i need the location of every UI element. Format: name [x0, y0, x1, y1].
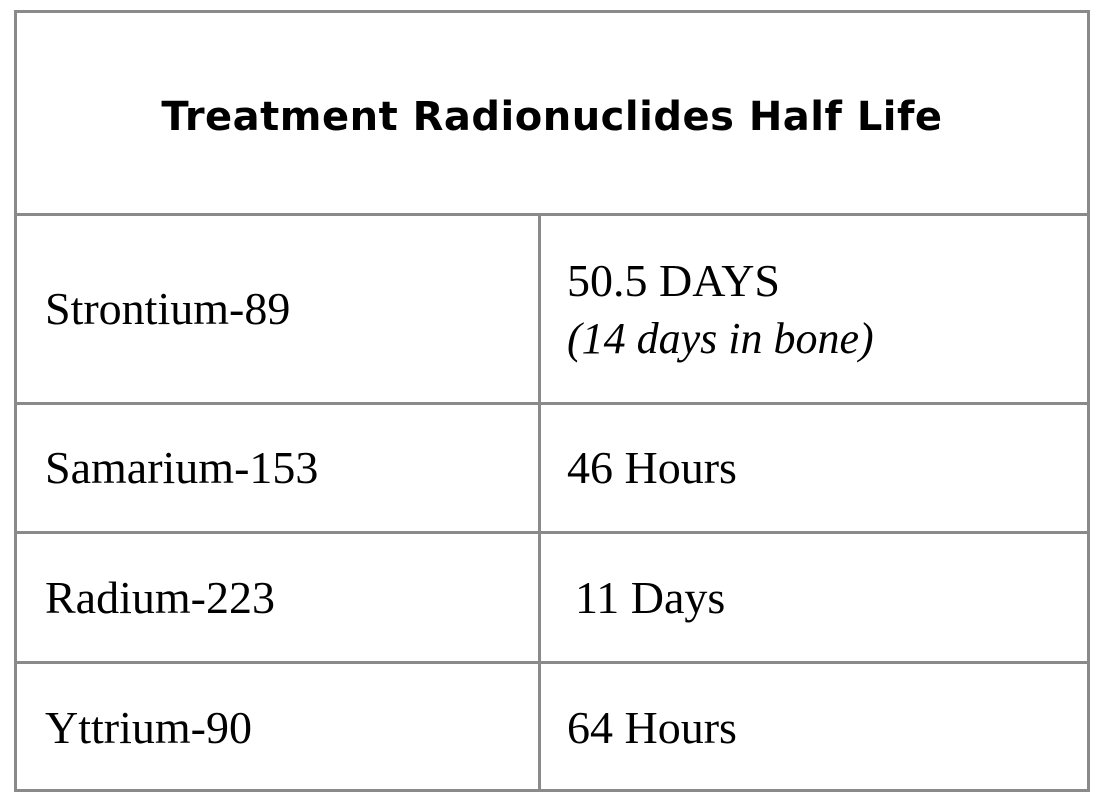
nuclide-name: Yttrium-90 [45, 702, 252, 754]
nuclide-name: Samarium-153 [45, 442, 319, 494]
table-row [17, 534, 1087, 664]
half-life-value: 50.5 DAYS [567, 254, 781, 306]
table-title-cell [17, 13, 1087, 216]
half-life-cell [567, 405, 737, 531]
half-life-cell [575, 534, 725, 661]
half-life-value: 11 Days [575, 571, 726, 623]
half-life-value: 46 Hours [567, 442, 737, 494]
nuclide-cell [45, 664, 252, 792]
nuclide-cell [45, 534, 275, 661]
table-title: Treatment Radionuclides Half Life [161, 94, 943, 140]
table-row [17, 664, 1087, 792]
table-row [17, 405, 1087, 534]
half-life-cell [567, 216, 874, 402]
half-life-note: (14 days in bone) [567, 314, 874, 364]
nuclide-name: Strontium-89 [45, 283, 291, 335]
nuclide-cell [45, 405, 318, 531]
half-life-value: 64 Hours [567, 702, 737, 754]
half-life-cell [567, 664, 737, 792]
nuclide-cell [45, 216, 290, 402]
nuclide-name: Radium-223 [45, 571, 275, 623]
table-row [17, 216, 1087, 405]
radionuclides-table [14, 10, 1090, 792]
